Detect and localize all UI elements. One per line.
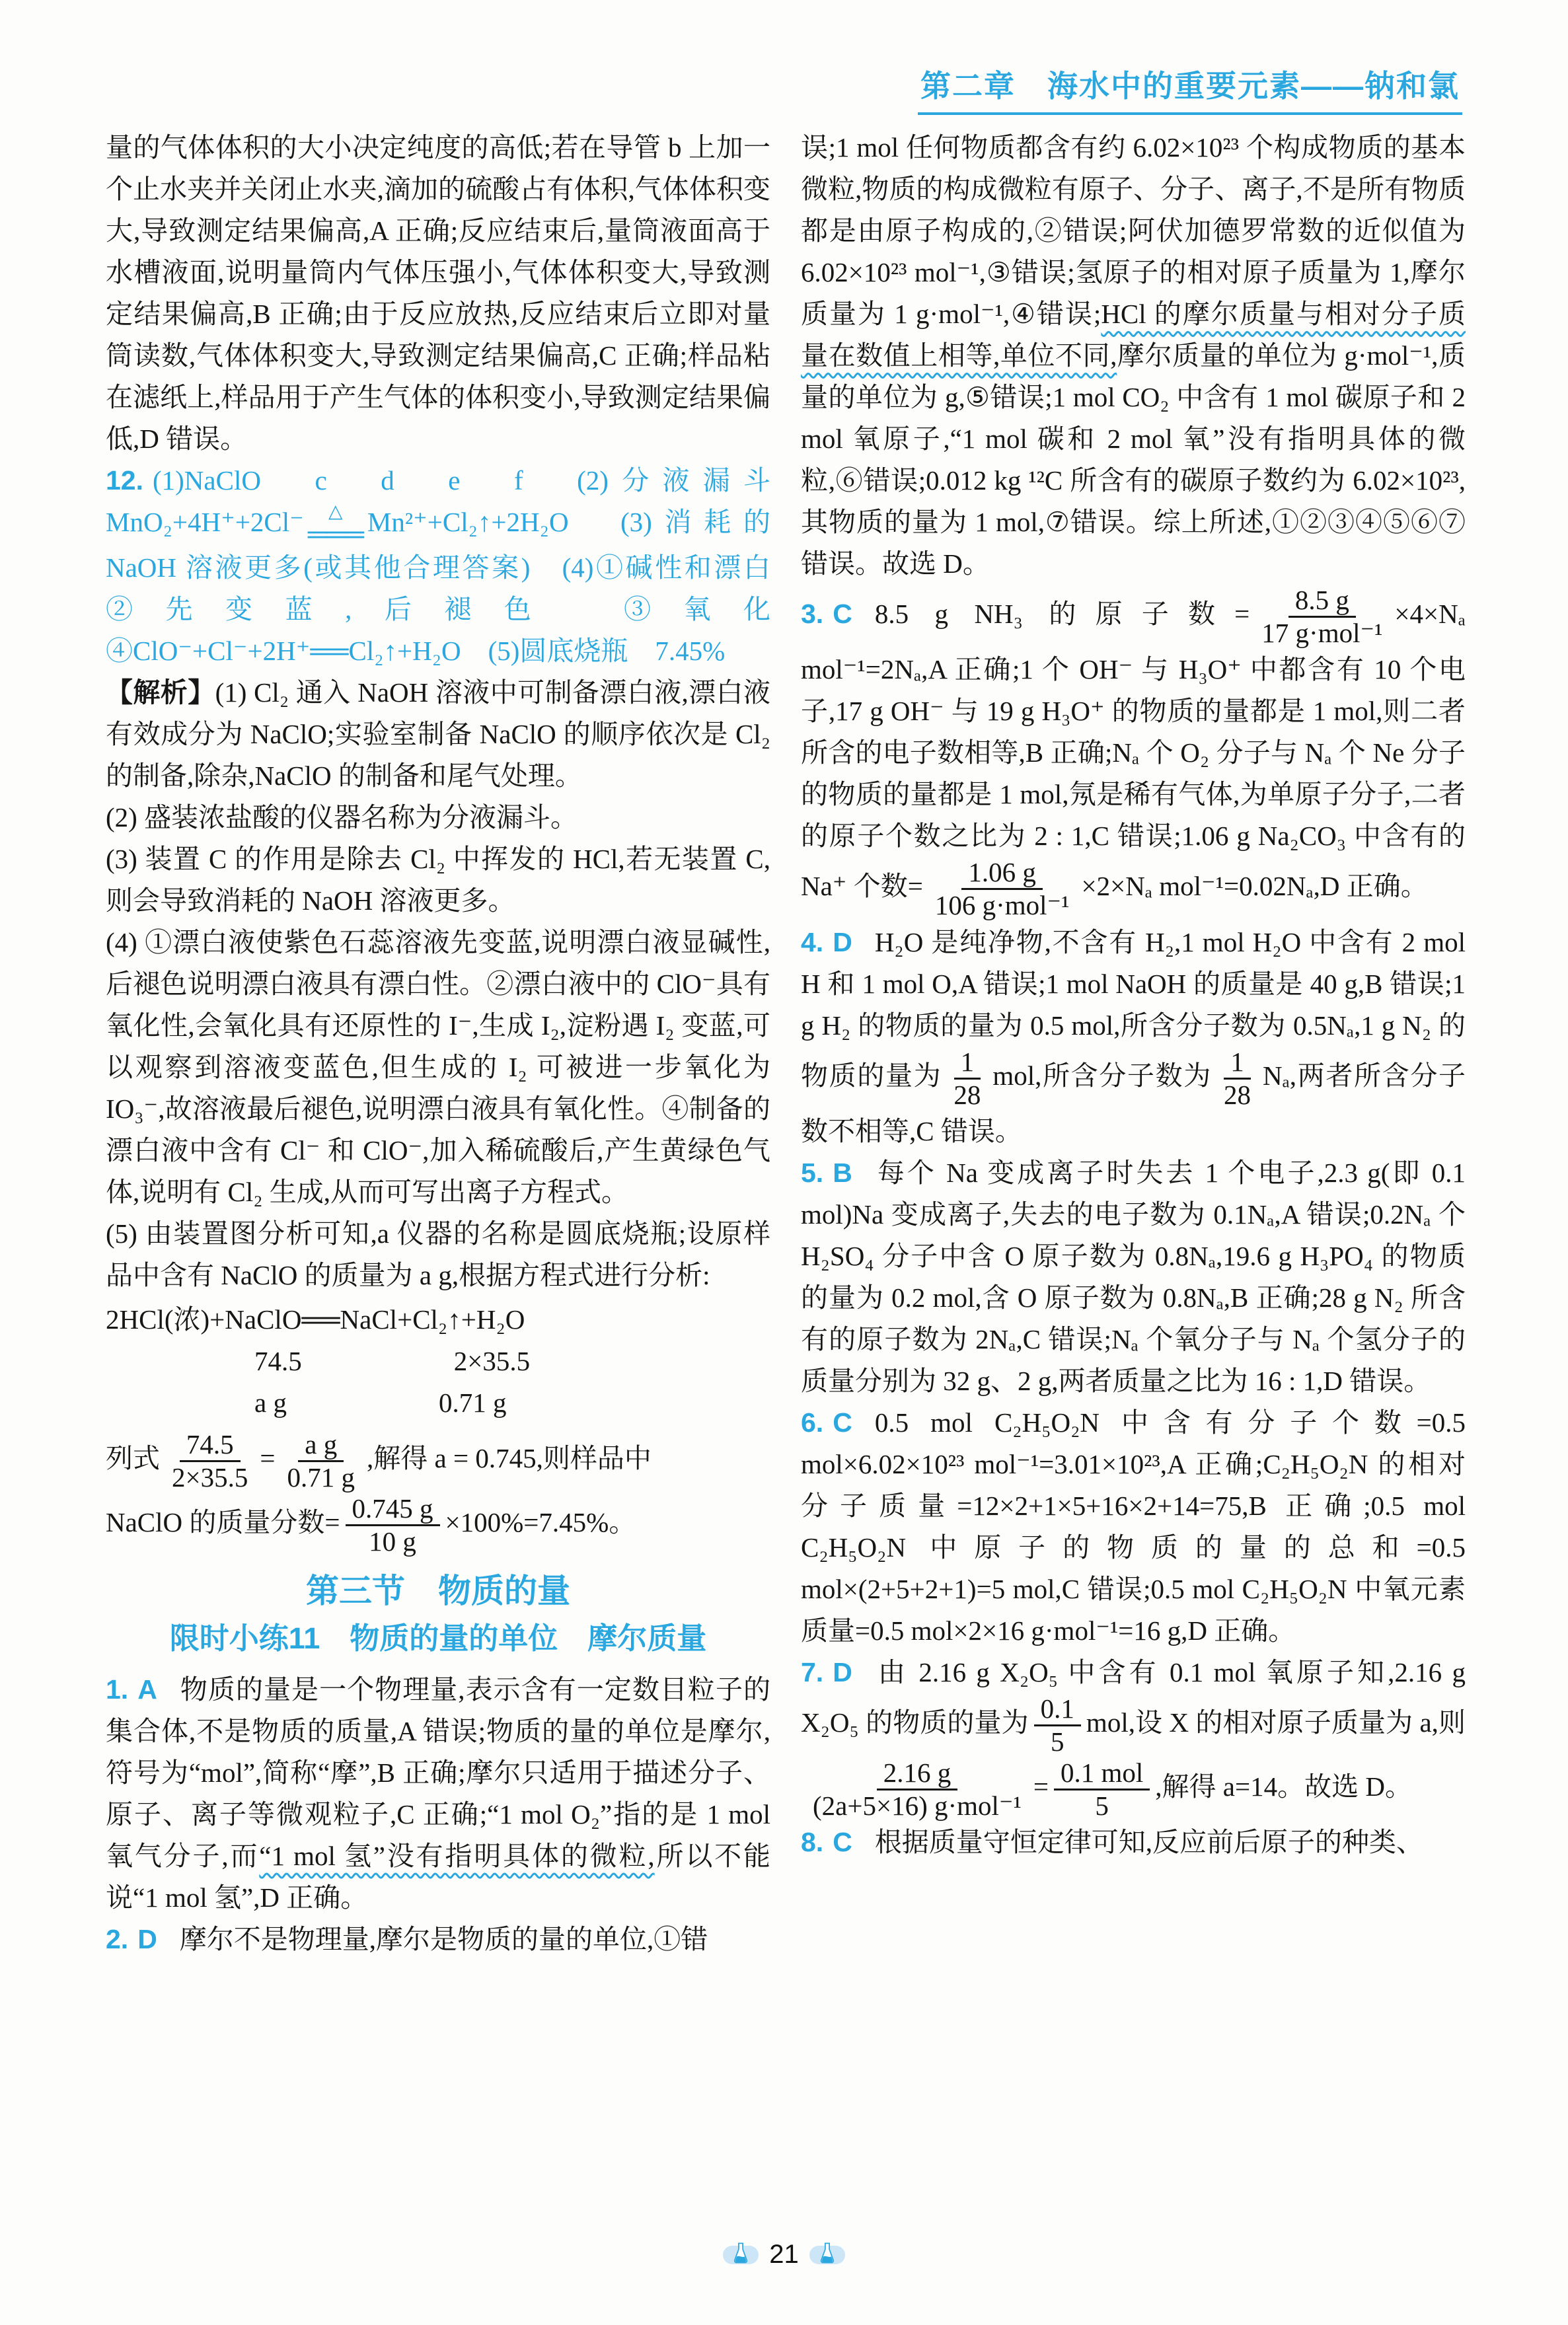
page-number: 21 — [769, 2240, 799, 2269]
text-run: NaClO 的质量分数= — [106, 1507, 340, 1538]
wavy-underlined-text: HCl 的摩尔质量与相对分子质量在数值上相等,单位不同, — [801, 299, 1466, 371]
fraction — [281, 1429, 362, 1493]
answer-q4 — [801, 922, 1466, 1152]
answer-letter: D — [137, 1923, 157, 1954]
answer-letter: D — [833, 926, 852, 957]
answer-text: 0.5 mol C₂H₅O₂N 中含有分子个数=0.5 mol×6.02×10²³ mol⁻¹=3.01×10²³,A 正确;C₂H₅O₂N 的相对分子质量=12×2+1×5+16×2+14=75,B 正确;0.5 mol C₂H₅O₂N 中原子的物质的量的总和=0.5 mol×(2+5+2+1)=5 mol,C 错误;0.5 mol C₂H₅O₂N 中氧元素质量=0.5 mol×2×16 g·mol⁻¹=16 g,D 正确。 — [801, 1407, 1466, 1646]
molar-mass-left: 74.5 — [254, 1346, 302, 1377]
numerator: 0.1 mol — [1054, 1757, 1150, 1790]
answer-letter: C — [833, 599, 852, 630]
equals: = — [1033, 1771, 1049, 1802]
flask-icon — [731, 2242, 751, 2266]
numerator: 1.06 g — [961, 857, 1043, 890]
delta-symbol: △ — [328, 501, 343, 523]
equals: = — [260, 1443, 276, 1474]
answer-q7 — [801, 1652, 1466, 1822]
sample-mass-right: 0.71 g — [438, 1387, 507, 1419]
answer-text: H₂O 是纯净物,不含有 H₂,1 mol H₂O 中含有 2 mol H 和 1 mol O,A 错误;1 mol NaOH 的质量是 40 g,B 错误;1 g H₂ 的物质的量为 0.5 mol,所含分子数为 0.5Nₐ,1 g N₂ 的物质的量为 — [801, 926, 1466, 1091]
fraction — [1034, 1693, 1081, 1757]
continuation-paragraph: 量的气体体积的大小决定纯度的高低;若在导管 b 上加一个止水夹并关闭止水夹,滴加的硫酸占有体积,气体体积变大,导致测定结果偏高,A 正确;反应结束后,量筒液面高于水槽液面,说明量筒内气体压强小,气体体积变大,导致测定结果偏高,B 正确;由于反应放热,反应结束后立即对量筒读数,气体体积变大,导致测定结果偏高,C 正确;样品粘在滤纸上,样品用于产生气体的体积变小,导致测定结果偏低,D 错误。 — [106, 132, 770, 454]
equation-line: 2HCl(浓)+NaClO══NaCl+Cl₂↑+H₂O — [106, 1304, 525, 1335]
fraction — [947, 1047, 987, 1111]
answer-letter: B — [833, 1157, 852, 1188]
answer-q5 — [801, 1152, 1466, 1402]
answer-text: 每个 Na 变成离子时失去 1 个电子,2.3 g(即 0.1 mol)Na 变成离子,失去的电子数为 0.1Nₐ,A 错误;0.2Nₐ 个 H₂SO₄ 分子中含 O 原子数为 0.8Nₐ,19.6 g H₃PO₄ 的物质的量为 0.2 mol,含 O 原子数为 0.8Nₐ,B 正确;28 g N₂ 所含有的原子数为 2Nₐ,C 错误;Nₐ 个氧分子与 Nₐ 个氢分子的质量分别为 32 g、2 g,两者质量之比为 16 : 1,D 错误。 — [801, 1157, 1466, 1396]
denominator: 28 — [953, 1079, 981, 1110]
answer-text: 物质的量是一个物理量,表示含有一定数目粒子的集合体,不是物质的质量,A 错误;物质的量的单位是摩尔,符号为“mol”,简称“摩”,B 正确;摩尔只适用于描述分子、原子、离子等微观粒子,C 正确;“1 mol O₂”指的是 1 mol 氧气分子,而 — [106, 1674, 770, 1871]
equation-sample-row — [106, 1382, 770, 1424]
equals-sign: ═══ — [307, 519, 363, 550]
analysis-paragraph-4: (4) ①漂白液使紫色石蕊溶液先变蓝,说明漂白液显碱性,后褪色说明漂白液具有漂白性。②漂白液中的 ClO⁻具有氧化性,会氧化具有还原性的 I⁻,生成 I₂,淀粉遇 I₂ 变蓝,可以观察到溶液变蓝色,但生成的 I₂ 可被进一步氧化为 IO₃⁻,故溶液最后褪色,说明漂白液具有氧化性。④制备的漂白液中含有 Cl⁻ 和 ClO⁻,加入稀硫酸后,产生黄绿色气体,说明有 Cl₂ 生成,从而可写出离子方程式。 — [106, 927, 770, 1208]
question-number: 2. — [106, 1923, 129, 1954]
answer-letter: C — [833, 1827, 852, 1858]
answer-q6 — [801, 1402, 1466, 1652]
fraction — [1217, 1047, 1257, 1111]
answer-text: Mn²⁺+Cl₂↑+2H₂O (3)消耗的 NaOH 溶液更多(或其他合理答案) (4)①碱性和漂白 ②先变蓝,后褪色 ③氧化 ④ClO⁻+Cl⁻+2H⁺══Cl₂↑+H₂O (5)圆底烧瓶 7.45% — [106, 507, 798, 667]
left-column — [106, 127, 798, 1960]
molar-mass-right: 2×35.5 — [453, 1346, 531, 1377]
numerator: a g — [298, 1429, 344, 1462]
denominator: 106 g·mol⁻¹ — [934, 890, 1070, 921]
proportion-line — [106, 1429, 770, 1493]
numerator: 0.745 g — [346, 1493, 440, 1526]
analysis-paragraph-1 — [106, 672, 770, 797]
mass-fraction-line — [106, 1493, 770, 1557]
denominator: 17 g·mol⁻¹ — [1261, 618, 1383, 649]
answer-text: 误;1 mol 任何物质都含有约 6.02×10²³ 个构成物质的基本微粒,物质的构成微粒有原子、分子、离子,不是所有物质都是由原子构成的,②错误;阿伏加德罗常数的近似值为 6.02×10²³ mol⁻¹,③错误;氢原子的相对原子质量为 1,摩尔质量为 1 g·mol⁻¹,④错误; — [801, 132, 1466, 329]
answer-text: ×2×Nₐ mol⁻¹=0.02Nₐ,D 正确。 — [1081, 871, 1428, 902]
sample-mass-left: a g — [254, 1387, 287, 1419]
question-number: 5. — [801, 1157, 824, 1188]
answer-letter: A — [137, 1674, 157, 1705]
question-number: 1. — [106, 1674, 129, 1705]
analysis-paragraph-2: (2) 盛装浓盐酸的仪器名称为分液漏斗。 — [106, 802, 578, 833]
denominator: 5 — [1051, 1726, 1064, 1757]
question-number: 12. — [106, 465, 143, 496]
denominator: 5 — [1095, 1790, 1109, 1822]
wavy-underlined-text: “1 mol 氢”没有指明具体的微粒, — [259, 1840, 655, 1871]
analysis-label: 【解析】 — [106, 677, 215, 708]
answer-q3 — [801, 585, 1466, 922]
chapter-header: 第二章 海水中的重要元素——钠和氯 — [918, 66, 1462, 115]
answer-text: mol,设 X 的相对原子质量为 a,则 — [1086, 1707, 1466, 1738]
answer-letter: C — [833, 1407, 852, 1438]
answer-text: ×4×Nₐ mol⁻¹=2Nₐ,A 正确;1 个 OH⁻ 与 H₃O⁺ 中都含有 10 个电子,17 g OH⁻ 与 19 g H₃O⁺ 的物质的量都是 1 mol,则二者所含的电子数相等,B 正确;Nₐ 个 O₂ 分子与 Nₐ 个 Ne 分子的物质的量都是 1 mol,氖是稀有气体,为单原子分子,二者的原子个数之比为 2 : 1,C 错误;1.06 g Na₂CO₃ 中含有的 Na⁺ 个数= — [801, 599, 1466, 902]
continuation-paragraph — [801, 127, 1466, 585]
answer-text: mol,所含分子数为 — [992, 1060, 1212, 1091]
fraction — [165, 1429, 254, 1493]
denominator: 10 g — [369, 1526, 416, 1557]
fraction — [806, 1757, 1028, 1822]
analysis-paragraph-3: (3) 装置 C 的作用是除去 Cl₂ 中挥发的 HCl,若无装置 C,则会导致消耗的 NaOH 溶液更多。 — [106, 844, 770, 916]
answer-text: (1)NaClO c d e f (2)分液漏斗 MnO₂+4H⁺+2Cl⁻ — [106, 465, 798, 537]
numerator: 0.1 — [1034, 1693, 1081, 1726]
numerator: 74.5 — [180, 1429, 241, 1462]
answer-letter: D — [833, 1656, 852, 1687]
answer-text: 根据质量守恒定律可知,反应前后原子的种类、 — [874, 1827, 1424, 1858]
question-number: 8. — [801, 1827, 824, 1858]
numerator: 1 — [954, 1047, 981, 1080]
fraction — [928, 857, 1076, 921]
answer-text: 所以不能说“1 mol 氢”,D 正确。 — [106, 1840, 770, 1913]
question-number: 7. — [801, 1656, 824, 1687]
footer-pill-right — [809, 2246, 845, 2264]
page-footer — [0, 2240, 1568, 2270]
answer-text: Nₐ,两者所含分子数不相等,C 错误。 — [801, 1060, 1466, 1146]
right-column — [801, 127, 1466, 1863]
question-number: 6. — [801, 1407, 824, 1438]
question-number: 3. — [801, 599, 824, 630]
subsection-heading: 限时小练11 物质的量的单位 摩尔质量 — [169, 1621, 707, 1655]
footer-pill-left — [723, 2246, 759, 2264]
denominator: 28 — [1223, 1079, 1251, 1110]
flask-icon — [817, 2242, 837, 2266]
question-number: 4. — [801, 926, 824, 957]
denominator: 0.71 g — [287, 1462, 355, 1493]
numerator: 1 — [1224, 1047, 1251, 1080]
numerator: 2.16 g — [877, 1757, 958, 1790]
denominator: (2a+5×16) g·mol⁻¹ — [813, 1790, 1022, 1822]
answer-text: 由 2.16 g X₂O₅ 中含有 0.1 mol 氧原子知,2.16 g X₂O₅ 的物质的量为 — [801, 1656, 1466, 1738]
answer-text: ,解得 a=14。故选 D。 — [1155, 1771, 1412, 1802]
text-run: 列式 — [106, 1443, 160, 1474]
answer-q2 — [106, 1919, 770, 1960]
fraction — [1054, 1757, 1150, 1822]
section-heading: 第三节 物质的量 — [306, 1572, 570, 1609]
text-run: ,解得 a = 0.745,则样品中 — [367, 1443, 652, 1474]
answer-q12 — [106, 460, 798, 672]
analysis-text: (1) Cl₂ 通入 NaOH 溶液中可制备漂白液,漂白液有效成分为 NaClO;实验室制备 NaClO 的顺序依次是 Cl₂ 的制备,除杂,NaClO 的制备和尾气处理。 — [106, 677, 770, 792]
answer-q1 — [106, 1669, 770, 1919]
answer-text: 摩尔不是物理量,摩尔是物质的量的单位,①错 — [179, 1923, 708, 1954]
text-run: ×100%=7.45%。 — [445, 1507, 636, 1538]
delta-over-equals — [307, 501, 363, 550]
numerator: 8.5 g — [1288, 585, 1356, 618]
denominator: 2×35.5 — [172, 1462, 248, 1493]
fraction — [346, 1493, 440, 1557]
answer-text: 8.5 g NH₃ 的原子数= — [874, 599, 1250, 630]
answer-text: 摩尔质量的单位为 g·mol⁻¹,质量的单位为 g,⑤错误;1 mol CO₂ 中含有 1 mol 碳原子和 2 mol 氧原子,“1 mol 碳和 2 mol 氧”没有指明具体的微粒,⑥错误;0.012 kg ¹²C 所含有的碳原子数约为 6.02×10²³,其物质的量为 1 mol,⑦错误。综上所述,①②③④⑤⑥⑦错误。故选 D。 — [801, 340, 1466, 579]
fraction — [1255, 585, 1389, 649]
equation-mass-row — [106, 1341, 770, 1382]
answer-q8 — [801, 1822, 1466, 1863]
analysis-paragraph-5: (5) 由装置图分析可知,a 仪器的名称是圆底烧瓶;设原样品中含有 NaClO 的质量为 a g,根据方程式进行分析: — [106, 1218, 770, 1291]
chemical-equation-block — [106, 1299, 770, 1424]
